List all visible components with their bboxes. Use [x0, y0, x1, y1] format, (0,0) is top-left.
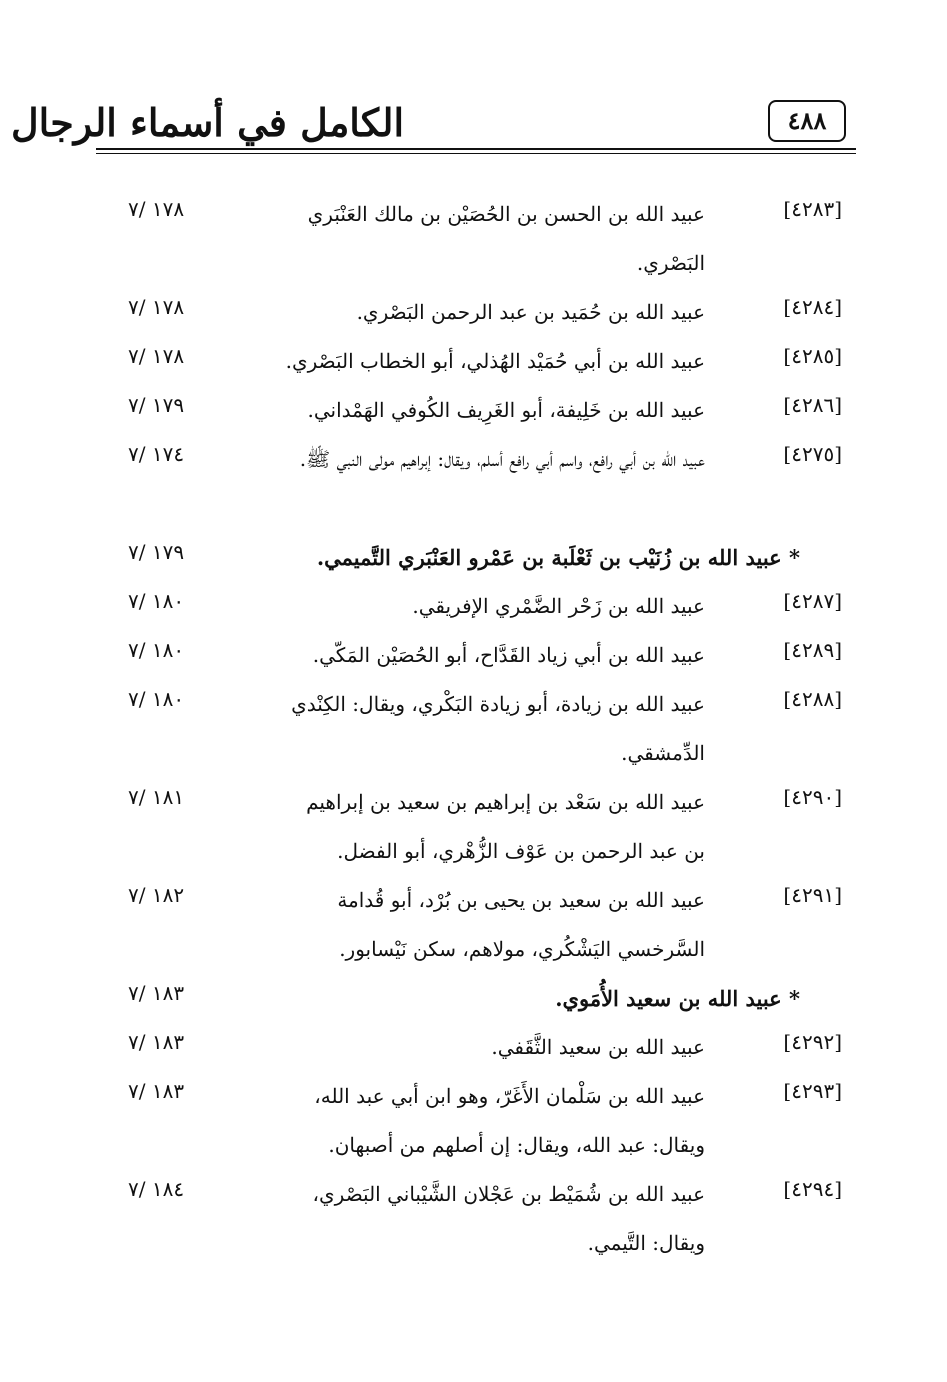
list-item: [0, 778, 947, 876]
header-rule: [96, 148, 856, 150]
list-item: [0, 190, 947, 288]
entry-reference: ١٨٣ /٧: [128, 981, 185, 1005]
list-item: [0, 631, 947, 680]
entry-number: [٤٢٧٥]: [783, 442, 842, 466]
entry-text: عبيد الله بن زيادة، أبو زيادة البَكْري، ويقال: الكِنْدي الدِّمشقي.: [291, 692, 705, 765]
entry-number: [٤٢٨٨]: [783, 687, 842, 711]
entry-number: [٤٢٨٤]: [783, 295, 842, 319]
entry-heading: * عبيد الله بن سعيد الأُمَوي.: [555, 986, 800, 1011]
entry-text: عبيد الله بن سَلْمان الأَغَرّ، وهو ابن أبي عبد الله، ويقال: عبد الله، ويقال: إن أصلهم من أصبهان.: [314, 1084, 705, 1157]
entry-text: عبيد الله بن سعيد بن يحيى بن بُرْد، أبو قُدامة السَّرخسي اليَشْكُري، مولاهم، سكن نَيْسابور.: [337, 888, 705, 961]
list-item: [0, 582, 947, 631]
list-item: [0, 1072, 947, 1170]
entry-number: [٤٢٩٢]: [783, 1030, 842, 1054]
entry-text: عبيد الله بن سَعْد بن إبراهيم بن سعيد بن إبراهيم بن عبد الرحمن بن عَوْف الزُّهْري، أبو الفضل.: [306, 790, 705, 863]
list-item: [0, 876, 947, 974]
book-title-logo: الكامل في أسماء الرجال: [11, 100, 404, 145]
entry-heading: * عبيد الله بن زُنَيْب بن ثَعْلَبة بن عَمْرو العَنْبَري التَّميمي.: [316, 545, 800, 570]
entry-number: [٤٢٩٤]: [783, 1177, 842, 1201]
entry-reference: ١٨١ /٧: [128, 785, 185, 809]
entry-text: عبيد الله بن زَحْر الضَّمْري الإفريقي.: [412, 594, 705, 618]
list-item: [0, 680, 947, 778]
entry-text: عبيد الله بن أبي رافع، واسم أبي رافع أسلم، ويقال: إبراهيم مولى النبي ﷺ.: [299, 447, 705, 471]
list-item: [0, 533, 947, 582]
entry-text: عبيد الله بن سعيد الثَّقَفي.: [491, 1035, 705, 1059]
entry-number: [٤٢٩٠]: [783, 785, 842, 809]
list-item: [0, 288, 947, 337]
entry-number: [٤٢٩١]: [783, 883, 842, 907]
entry-reference: ١٧٤ /٧: [128, 442, 185, 466]
list-item: [0, 974, 947, 1023]
list-item: [0, 337, 947, 386]
entry-reference: ١٨٠ /٧: [128, 589, 185, 613]
entry-text: عبيد الله بن شُمَيْط بن عَجْلان الشَّيْباني البَصْري، ويقال: التَّيمي.: [312, 1182, 705, 1255]
entry-text: عبيد الله بن الحسن بن الحُصَيْن بن مالك العَنْبَري البَصْري.: [307, 202, 705, 275]
entry-reference: ١٨٣ /٧: [128, 1079, 185, 1103]
entry-text: عبيد الله بن أبي زياد القَدَّاح، أبو الحُصَيْن المَكّي.: [312, 643, 705, 667]
entry-text: عبيد الله بن أبي حُمَيْد الهُذلي، أبو الخطاب البَصْري.: [285, 349, 705, 373]
entry-number: [٤٢٨٦]: [783, 393, 842, 417]
entry-reference: ١٨٣ /٧: [128, 1030, 185, 1054]
list-item: [0, 1023, 947, 1072]
entry-reference: ١٧٨ /٧: [128, 197, 185, 221]
list-item: [0, 1170, 947, 1268]
entry-number: [٤٢٨٣]: [783, 197, 842, 221]
entry-text: عبيد الله بن حُمَيد بن عبد الرحمن البَصْري.: [356, 300, 705, 324]
entry-text: عبيد الله بن خَلِيفة، أبو الغَرِيف الكُوفي الهَمْداني.: [307, 398, 705, 422]
entry-number: [٤٢٨٥]: [783, 344, 842, 368]
page-header: [11, 92, 856, 156]
entry-reference: ١٧٩ /٧: [128, 393, 185, 417]
list-item: [0, 386, 947, 435]
entry-reference: ١٨٠ /٧: [128, 687, 185, 711]
list-item: [0, 435, 947, 533]
entry-number: [٤٢٩٣]: [783, 1079, 842, 1103]
entry-reference: ١٨٤ /٧: [128, 1177, 185, 1201]
entry-reference: ١٨٠ /٧: [128, 638, 185, 662]
entry-reference: ١٨٢ /٧: [128, 883, 185, 907]
entry-reference: ١٧٩ /٧: [128, 540, 185, 564]
entry-reference: ١٧٨ /٧: [128, 344, 185, 368]
page-number: ٤٨٨: [768, 100, 846, 142]
entry-number: [٤٢٨٧]: [783, 589, 842, 613]
entry-reference: ١٧٨ /٧: [128, 295, 185, 319]
entry-number: [٤٢٨٩]: [783, 638, 842, 662]
header-rule-thin: [96, 153, 856, 154]
